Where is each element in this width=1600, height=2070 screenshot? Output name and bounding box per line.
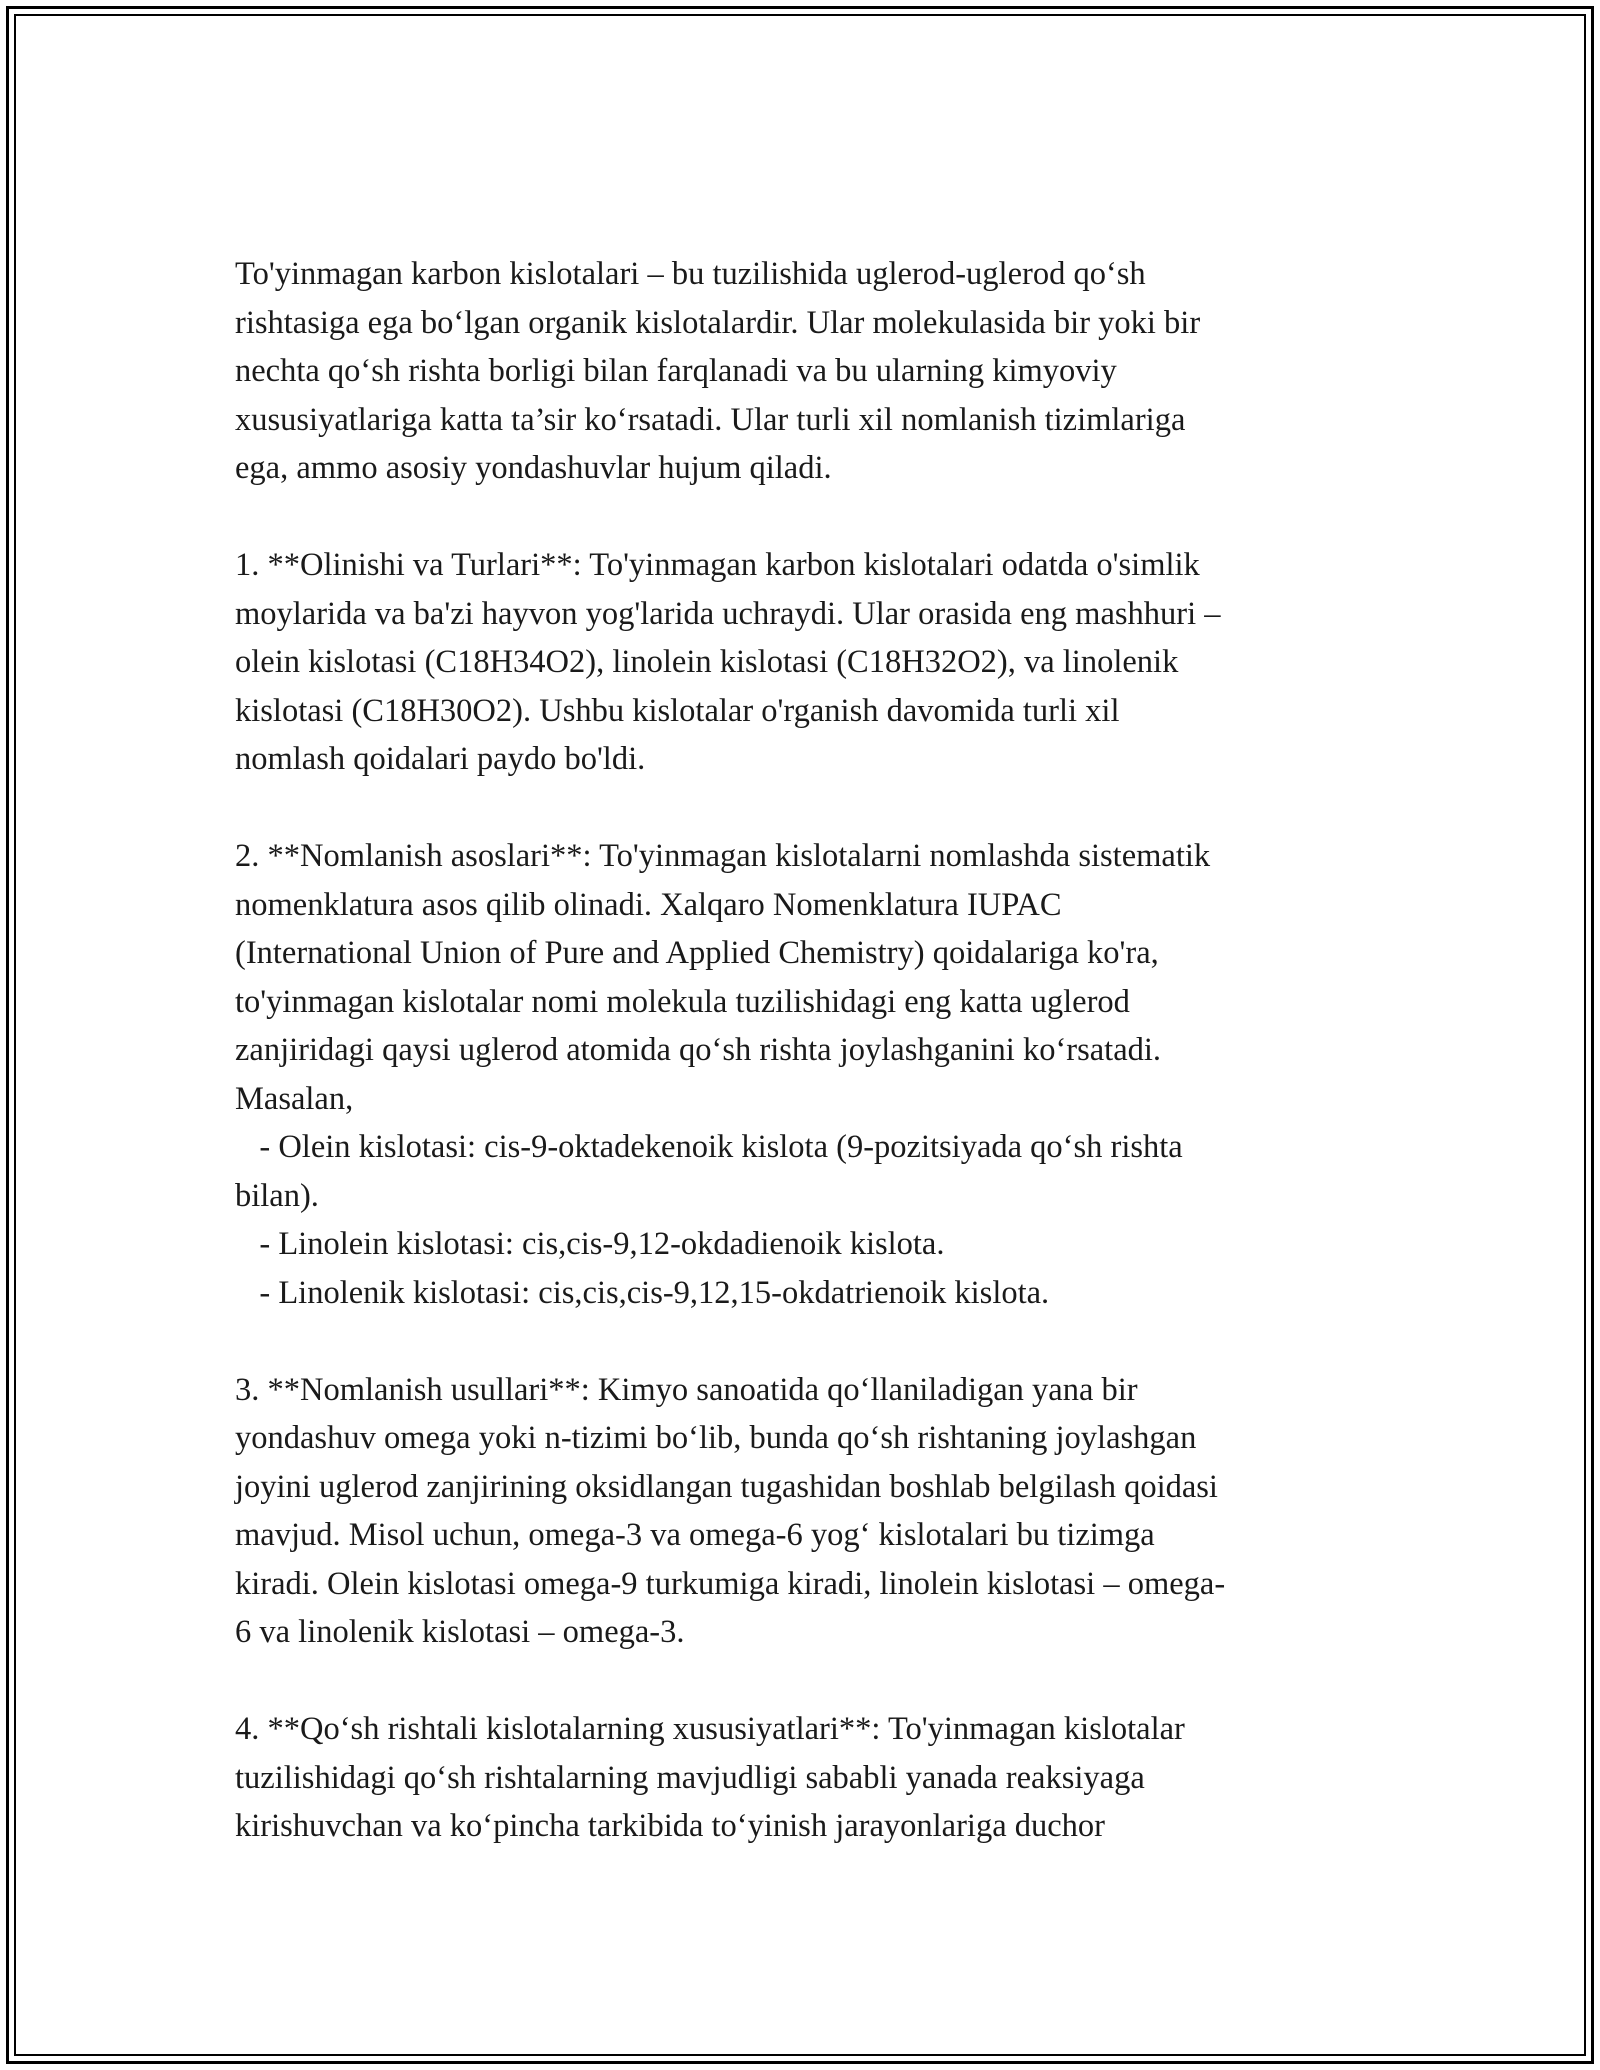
text-line: rishtasiga ega bo‘lgan organik kislotalardir. Ular molekulasida bir yoki bir xyxy=(235,304,1201,341)
text-line: yondashuv omega yoki n-tizimi bo‘lib, bunda qo‘sh rishtaning joylashgan xyxy=(235,1420,1197,1456)
text-line: kirishuvchan va ko‘pincha tarkibida to‘yinish jarayonlariga duchor xyxy=(235,1808,1106,1844)
paragraph-5 xyxy=(235,1705,1355,1851)
paragraph-2 xyxy=(235,541,1355,784)
document-body xyxy=(235,250,1355,1851)
text-line: olein kislotasi (C18H34O2), linolein kislotasi (C18H32O2), va linolenik xyxy=(235,644,1179,680)
text-line: xususiyatlariga katta ta’sir ko‘rsatadi. Ular turli xil nomlanish tizimlariga xyxy=(235,401,1186,438)
text-line: - Olein kislotasi: cis-9-oktadekenoik kislota (9-pozitsiyada qo‘sh rishta xyxy=(235,1129,1183,1165)
text-line: nomlash qoidalari paydo bo'ldi. xyxy=(235,741,646,777)
text-line: 2. **Nomlanish asoslari**: To'yinmagan kislotalarni nomlashda sistematik xyxy=(235,838,1211,874)
paragraph-1 xyxy=(235,250,1355,493)
text-line: mavjud. Misol uchun, omega-3 va omega-6 yog‘ kislotalari bu tizimga xyxy=(235,1517,1155,1553)
paragraph-4 xyxy=(235,1366,1355,1657)
paragraph-3 xyxy=(235,832,1355,1317)
text-line: to'yinmagan kislotalar nomi molekula tuzilishidagi eng katta uglerod xyxy=(235,983,1130,1020)
text-line: bilan). xyxy=(235,1177,319,1214)
text-line: - Linolenik kislotasi: cis,cis,cis-9,12,15-okdatrienoik kislota. xyxy=(235,1274,1050,1311)
text-line: 3. **Nomlanish usullari**: Kimyo sanoatida qo‘llaniladigan yana bir xyxy=(235,1371,1138,1408)
text-line: 1. **Olinishi va Turlari**: To'yinmagan karbon kislotalari odatda o'simlik xyxy=(235,547,1200,583)
text-line: kiradi. Olein kislotasi omega-9 turkumiga kiradi, linolein kislotasi – omega- xyxy=(235,1565,1226,1602)
text-line: 4. **Qo‘sh rishtali kislotalarning xususiyatlari**: To'yinmagan kislotalar xyxy=(235,1711,1185,1747)
text-line: - Linolein kislotasi: cis,cis-9,12-okdadienoik kislota. xyxy=(235,1226,945,1262)
text-line: joyini uglerod zanjirining oksidlangan tugashidan boshlab belgilash qoidasi xyxy=(235,1468,1218,1505)
text-line: To'yinmagan karbon kislotalari – bu tuzilishida uglerod-uglerod qo‘sh xyxy=(235,256,1146,292)
text-line: kislotasi (C18H30O2). Ushbu kislotalar o'rganish davomida turli xil xyxy=(235,692,1120,729)
text-line: Masalan, xyxy=(235,1080,354,1117)
text-line: moylarida va ba'zi hayvon yog'larida uchraydi. Ular orasida eng mashhuri – xyxy=(235,595,1221,632)
text-line: zanjiridagi qaysi uglerod atomida qo‘sh rishta joylashganini ko‘rsatadi. xyxy=(235,1032,1162,1068)
text-line: nomenklatura asos qilib olinadi. Xalqaro Nomenklatura IUPAC xyxy=(235,886,1062,923)
text-line: nechta qo‘sh rishta borligi bilan farqlanadi va bu ularning kimyoviy xyxy=(235,353,1117,389)
text-line: tuzilishidagi qo‘sh rishtalarning mavjudligi sababli yanada reaksiyaga xyxy=(235,1759,1145,1796)
text-line: ega, ammo asosiy yondashuvlar hujum qiladi. xyxy=(235,450,832,486)
text-line: (International Union of Pure and Applied Chemistry) qoidalariga ko'ra, xyxy=(235,935,1159,971)
text-line: 6 va linolenik kislotasi – omega-3. xyxy=(235,1614,685,1650)
